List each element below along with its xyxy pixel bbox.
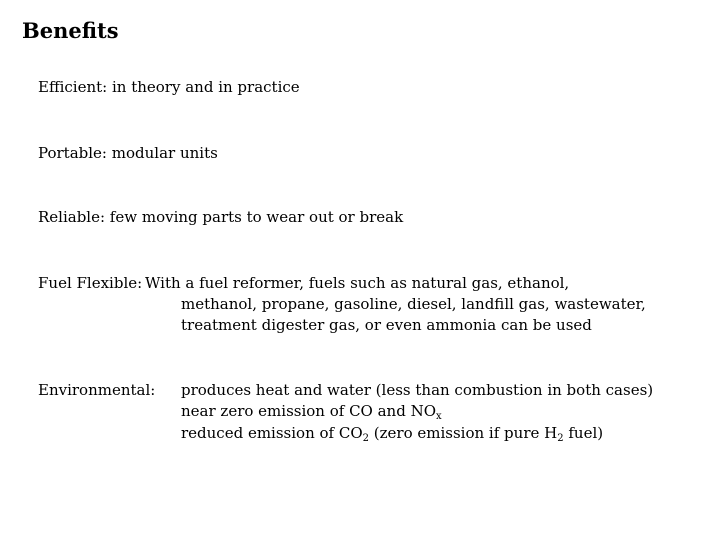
fuel-flexible-label: Fuel Flexible: — [38, 274, 143, 292]
environmental-line-3-a: reduced emission of CO — [181, 424, 363, 442]
environmental-label: Environmental: — [38, 381, 156, 399]
fuel-flexible-line-1: With a fuel reformer, fuels such as natural gas, ethanol, — [145, 274, 570, 292]
environmental-line-3-c: fuel) — [563, 424, 604, 442]
nox-subscript: x — [436, 411, 442, 422]
environmental-line-3-b: (zero emission if pure H — [369, 424, 558, 442]
environmental-line-1: produces heat and water (less than combustion in both cases) — [181, 381, 654, 399]
fuel-flexible-line-2: methanol, propane, gasoline, diesel, landfill gas, wastewater, — [181, 295, 646, 313]
fuel-flexible-line-3: treatment digester gas, or even ammonia can be used — [181, 316, 592, 334]
co2-subscript: 2 — [362, 433, 370, 444]
benefit-portable: Portable: modular units — [38, 144, 218, 162]
environmental-line-2-text: near zero emission of CO and NO — [181, 402, 437, 420]
environmental-line-3 — [181, 424, 603, 442]
benefit-efficient: Efficient: in theory and in practice — [38, 78, 300, 96]
h2-subscript: 2 — [557, 433, 564, 444]
environmental-line-2 — [181, 402, 442, 420]
benefit-reliable: Reliable: few moving parts to wear out or break — [38, 208, 404, 226]
page-title: Benefits — [22, 18, 119, 43]
